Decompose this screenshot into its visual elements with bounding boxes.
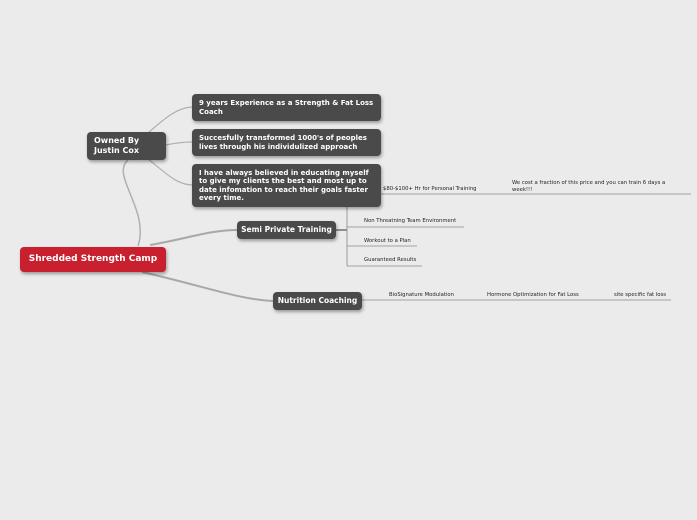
owner-detail-education[interactable] [192,164,381,207]
connector-root-nutrition [142,272,274,301]
owner-label: Owned By Justin Cox [94,136,140,155]
owner-node[interactable] [87,132,166,160]
owner-detail-transformed[interactable] [192,129,381,156]
connector-owner-detail-2 [166,142,193,145]
owner-detail-experience[interactable] [192,94,381,121]
semi-item-workout-plan[interactable]: Workout to a Plan [364,238,411,244]
nutrition-coaching-node[interactable] [273,292,362,310]
root-label: Shredded Strength Camp [28,254,158,264]
owner-detail-experience-text: 9 years Experience as a Strength & Fat Loss Coach [199,99,374,116]
connector-root-owner [123,160,140,246]
semi-private-training-node[interactable] [237,221,336,239]
semi-private-training-label: Semi Private Training [241,224,332,234]
nutrition-coaching-label: Nutrition Coaching [277,295,358,305]
semi-item-price-note[interactable]: We cost a fraction of this price and you can train 6 days a week!!! [512,180,666,193]
semi-item-personal-training-price[interactable]: $80-$100+ Hr for Personal Training [383,186,477,192]
root-node[interactable] [20,247,166,272]
owner-detail-education-text: I have always believed in educating myself to give my clients the best and most up to date infomation to reach their goals faster every time. [199,168,369,202]
semi-item-guaranteed-results[interactable]: Guaranteed Results [364,257,417,263]
owner-detail-transformed-text: Succesfully transformed 1000's of peoples lives through his individulized approach [199,134,367,151]
connector-root-semi [150,230,238,245]
connector-owner-detail-1 [148,107,193,133]
nutrition-hormone-optimization[interactable]: Hormone Optimization for Fat Loss [487,292,579,298]
semi-item-team-environment[interactable]: Non Threatning Team Environment [364,218,457,224]
connector-owner-detail-3 [148,159,193,185]
nutrition-site-specific[interactable]: site specific fat loss [614,292,667,298]
nutrition-biosignature[interactable]: BioSignature Modulation [389,292,454,298]
